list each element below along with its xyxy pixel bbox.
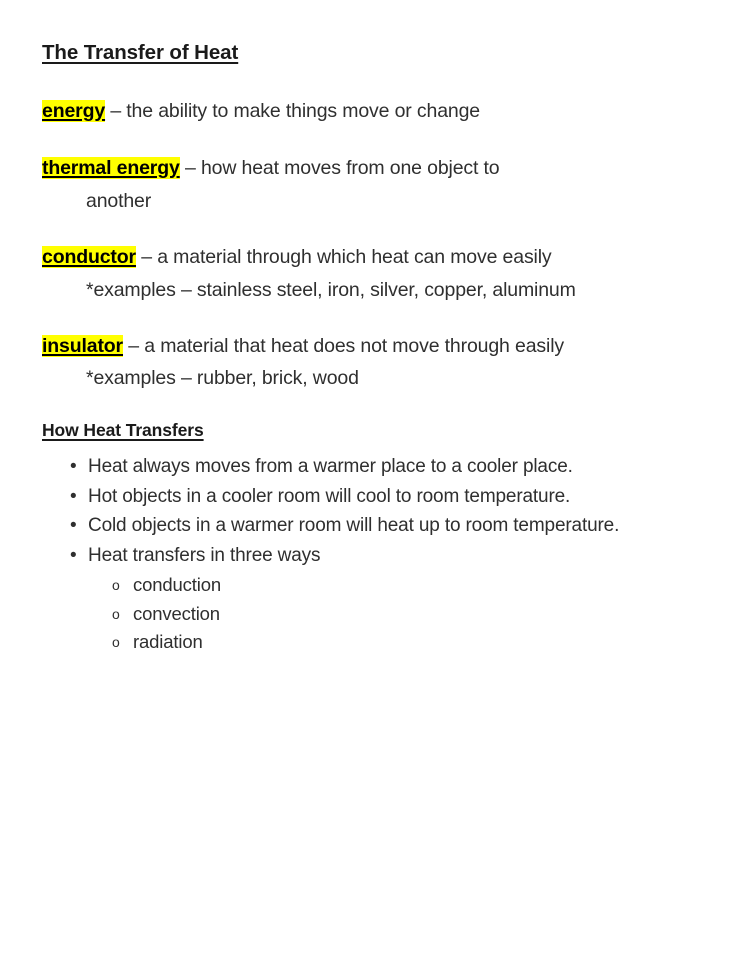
- page-title: The Transfer of Heat: [42, 41, 239, 64]
- definition-text: a material through which heat can move easily: [157, 246, 552, 268]
- list-item: [42, 542, 712, 571]
- bullet-marker-icon: •: [70, 544, 77, 566]
- definition-term: thermal energy: [42, 157, 180, 180]
- circle-bullet-marker-icon: o: [112, 633, 120, 650]
- section-heading: How Heat Transfers: [42, 419, 204, 440]
- definition-continuation: another: [86, 189, 152, 212]
- circle-bullet-marker-icon: o: [112, 577, 120, 594]
- list-item-label: Heat transfers in three ways: [88, 544, 321, 566]
- list-item-label: Cold objects in a warmer room will heat up to room temperature.: [88, 515, 620, 537]
- definition-term: energy: [42, 99, 106, 122]
- definition-line: [42, 242, 712, 274]
- definition-dash: –: [123, 334, 145, 357]
- list-item: [42, 571, 712, 599]
- definition-dash: –: [105, 99, 127, 122]
- heat-transfer-sub-list: [42, 571, 712, 655]
- list-item: [42, 512, 712, 541]
- circle-bullet-marker-icon: o: [112, 605, 120, 622]
- definition-term: insulator: [42, 334, 123, 357]
- bullet-marker-icon: •: [70, 456, 77, 478]
- definition-dash: –: [135, 246, 158, 268]
- list-item: [42, 600, 712, 628]
- list-item: [42, 453, 712, 482]
- definition-entry-conductor: [42, 242, 712, 305]
- definition-entry-insulator: [42, 331, 712, 394]
- definition-line: [42, 153, 712, 185]
- definition-entry-thermal-energy: [42, 153, 712, 216]
- definition-examples: *examples – stainless steel, iron, silver, copper, aluminum: [86, 278, 576, 301]
- list-item-label: Heat always moves from a warmer place to a cooler place.: [88, 456, 573, 478]
- definition-text: a material that heat does not move through easily: [144, 334, 564, 357]
- definition-entry-energy: [42, 96, 712, 128]
- definition-dash: –: [179, 157, 201, 180]
- list-item-label: Hot objects in a cooler room will cool to room temperature.: [88, 485, 571, 507]
- list-item: [42, 628, 712, 656]
- list-item-label: conduction: [133, 574, 221, 596]
- bullet-marker-icon: •: [70, 515, 77, 537]
- document-content: [42, 40, 712, 656]
- bullet-marker-icon: •: [70, 485, 77, 507]
- list-item-label: convection: [133, 602, 220, 624]
- definition-term: conductor: [42, 246, 136, 268]
- definition-line: [42, 331, 712, 363]
- definition-text: the ability to make things move or change: [126, 99, 480, 122]
- definition-line: [42, 96, 712, 128]
- list-item: [42, 483, 712, 512]
- definition-examples: *examples – rubber, brick, wood: [86, 367, 359, 390]
- list-item-label: radiation: [133, 630, 203, 652]
- heat-transfer-bullet-list: [42, 453, 712, 570]
- definition-text: how heat moves from one object to: [200, 157, 500, 180]
